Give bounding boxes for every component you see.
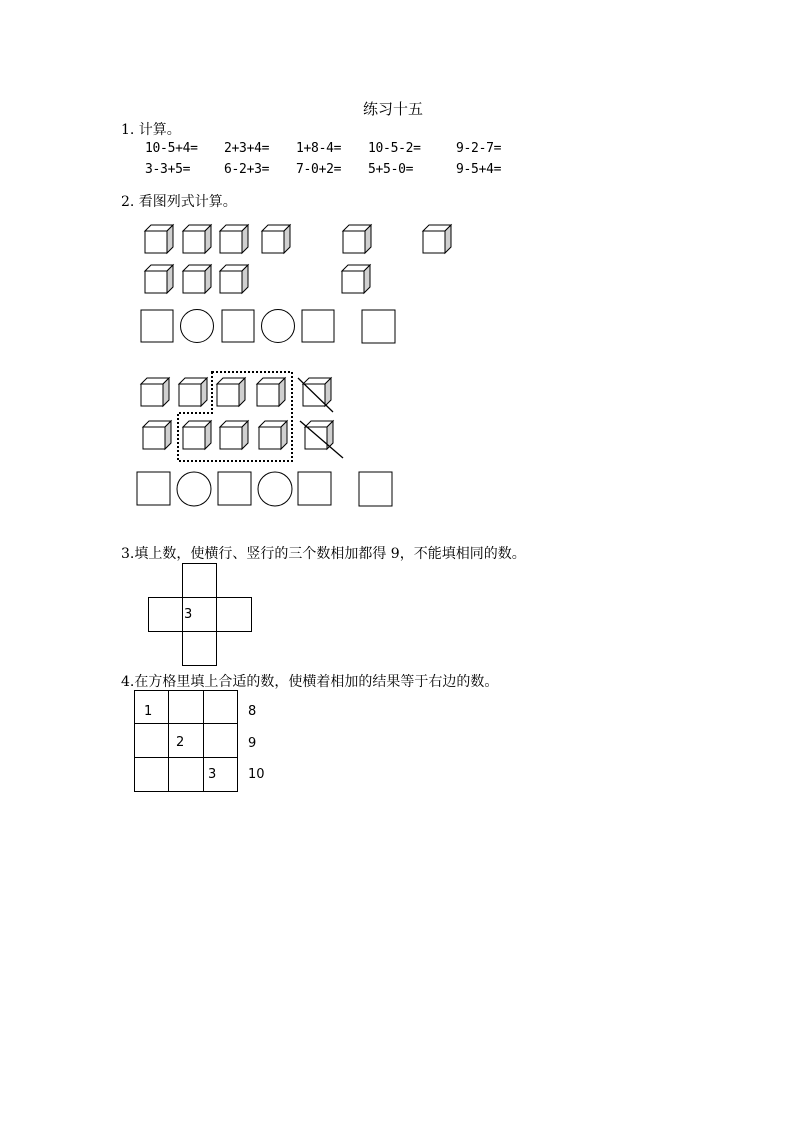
grid-cell[interactable] (134, 757, 169, 792)
cube-icon (220, 225, 248, 253)
cube-icon (343, 225, 371, 253)
row-sum: 10 (248, 767, 265, 782)
operator-circle[interactable] (262, 310, 295, 343)
grid-cell[interactable] (168, 723, 204, 758)
result-box[interactable] (359, 472, 392, 506)
expression: 9-5+4= (456, 162, 502, 177)
grid-cell[interactable] (168, 757, 204, 792)
grid-cell-top[interactable] (182, 563, 217, 598)
answer-box[interactable] (137, 472, 170, 505)
question-3-label: 3.填上数，使横行、竖行的三个数相加都得 9，不能填相同的数。 (121, 546, 526, 562)
page-title: 练习十五 (363, 100, 424, 118)
grid-cell[interactable] (134, 723, 169, 758)
answer-box[interactable] (218, 472, 251, 505)
cube-icon (141, 378, 169, 406)
cube-icon (262, 225, 290, 253)
cube-icon (179, 378, 207, 406)
answer-box[interactable] (141, 310, 173, 342)
cube-icon (220, 265, 248, 293)
cube-icon (342, 265, 370, 293)
cube-icon (423, 225, 451, 253)
answer-box[interactable] (298, 472, 331, 505)
cube-icon (303, 378, 331, 406)
cube-icon (183, 265, 211, 293)
cube-icon (259, 421, 287, 449)
expression: 1+8-4= (296, 141, 342, 156)
grid-given-number: 3 (184, 607, 193, 622)
expression: 10-5+4= (145, 141, 198, 156)
expression: 7-0+2= (296, 162, 342, 177)
cube-icon (220, 421, 248, 449)
cube-icon (217, 378, 245, 406)
grid-cell[interactable] (203, 723, 238, 758)
cube-icon (305, 421, 333, 449)
question-4-label: 4.在方格里填上合适的数，使横着相加的结果等于右边的数。 (121, 674, 499, 690)
cube-icon (183, 421, 211, 449)
cube-icon (257, 378, 285, 406)
grid-given-number: 2 (176, 735, 185, 750)
grid-cell-right[interactable] (216, 597, 252, 632)
answer-box[interactable] (222, 310, 254, 342)
row-sum: 8 (248, 704, 257, 719)
row-sum: 9 (248, 736, 257, 751)
operator-circle[interactable] (258, 472, 292, 506)
grid-given-number: 3 (208, 767, 217, 782)
cube-icon (145, 225, 173, 253)
grid-cell-left[interactable] (148, 597, 183, 632)
cube-icon (145, 265, 173, 293)
answer-box[interactable] (302, 310, 334, 342)
cube-icon (183, 225, 211, 253)
expression: 10-5-2= (368, 141, 421, 156)
grid-given-number: 1 (144, 704, 153, 719)
grid-cell[interactable] (168, 690, 204, 724)
grid-cell-bottom[interactable] (182, 631, 217, 666)
operator-circle[interactable] (181, 310, 214, 343)
operator-circle[interactable] (177, 472, 211, 506)
question-1-label: 1. 计算。 (121, 122, 181, 138)
cube-icon (143, 421, 171, 449)
expression: 9-2-7= (456, 141, 502, 156)
expression: 6-2+3= (224, 162, 270, 177)
result-box[interactable] (362, 310, 395, 343)
expression: 5+5-0= (368, 162, 414, 177)
expression: 3-3+5= (145, 162, 191, 177)
grid-cell[interactable] (203, 690, 238, 724)
expression: 2+3+4= (224, 141, 270, 156)
question-2-label: 2. 看图列式计算。 (121, 194, 237, 210)
